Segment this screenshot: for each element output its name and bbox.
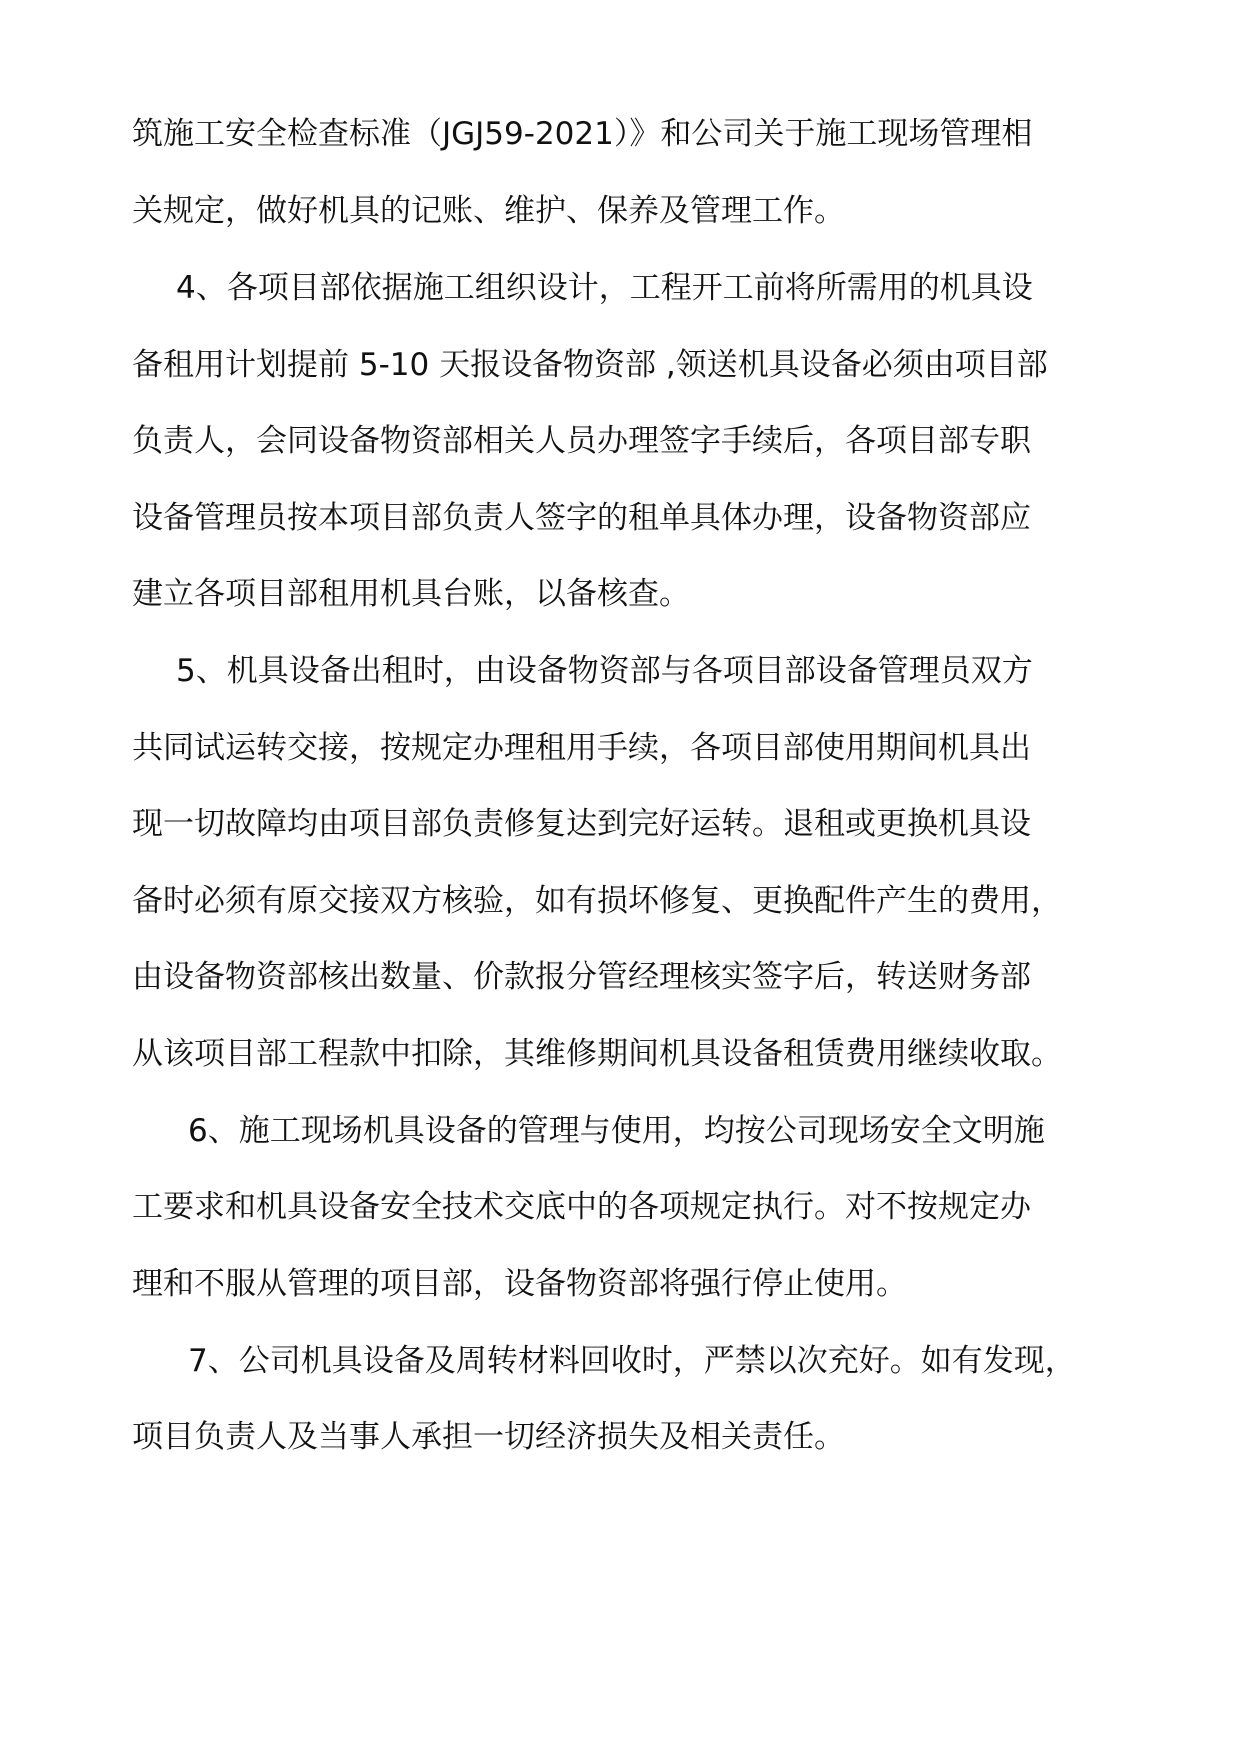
text-line: 设备管理员按本项目部负责人签字的租单具体办理，设备物资部应 bbox=[132, 500, 1031, 536]
text-line: 筑施工安全检查标准（JGJ59-2021）》和公司关于施工现场管理相 bbox=[132, 116, 1033, 152]
paragraph-4-first-line: 4、各项目部依据施工组织设计，工程开工前将所需用的机具设 bbox=[176, 270, 1033, 306]
text-line: 建立各项目部租用机具台账，以备核查。 bbox=[132, 576, 690, 612]
paragraph-7-first-line: 7、公司机具设备及周转材料回收时，严禁以次充好。如有发现， bbox=[188, 1343, 1076, 1379]
paragraph-6-first-line: 6、施工现场机具设备的管理与使用，均按公司现场安全文明施 bbox=[188, 1113, 1045, 1149]
text-line: 备时必须有原交接双方核验，如有损坏修复、更换配件产生的费用， bbox=[132, 883, 1062, 919]
text-line: 工要求和机具设备安全技术交底中的各项规定执行。对不按规定办 bbox=[132, 1189, 1031, 1225]
text-line: 共同试运转交接，按规定办理租用手续，各项目部使用期间机具出 bbox=[132, 730, 1031, 766]
text-line: 从该项目部工程款中扣除，其维修期间机具设备租赁费用继续收取。 bbox=[132, 1036, 1062, 1072]
paragraph-5-first-line: 5、机具设备出租时，由设备物资部与各项目部设备管理员双方 bbox=[176, 653, 1033, 689]
text-line: 关规定，做好机具的记账、维护、保养及管理工作。 bbox=[132, 193, 845, 229]
text-line: 理和不服从管理的项目部，设备物资部将强行停止使用。 bbox=[132, 1266, 907, 1302]
text-line: 现一切故障均由项目部负责修复达到完好运转。退租或更换机具设 bbox=[132, 806, 1031, 842]
text-line: 备租用计划提前 5-10 天报设备物资部 ,领送机具设备必须由项目部 bbox=[132, 347, 1048, 383]
text-line: 由设备物资部核出数量、价款报分管经理核实签字后，转送财务部 bbox=[132, 959, 1031, 995]
text-line: 项目负责人及当事人承担一切经济损失及相关责任。 bbox=[132, 1419, 845, 1455]
text-line: 负责人，会同设备物资部相关人员办理签字手续后，各项目部专职 bbox=[132, 423, 1031, 459]
